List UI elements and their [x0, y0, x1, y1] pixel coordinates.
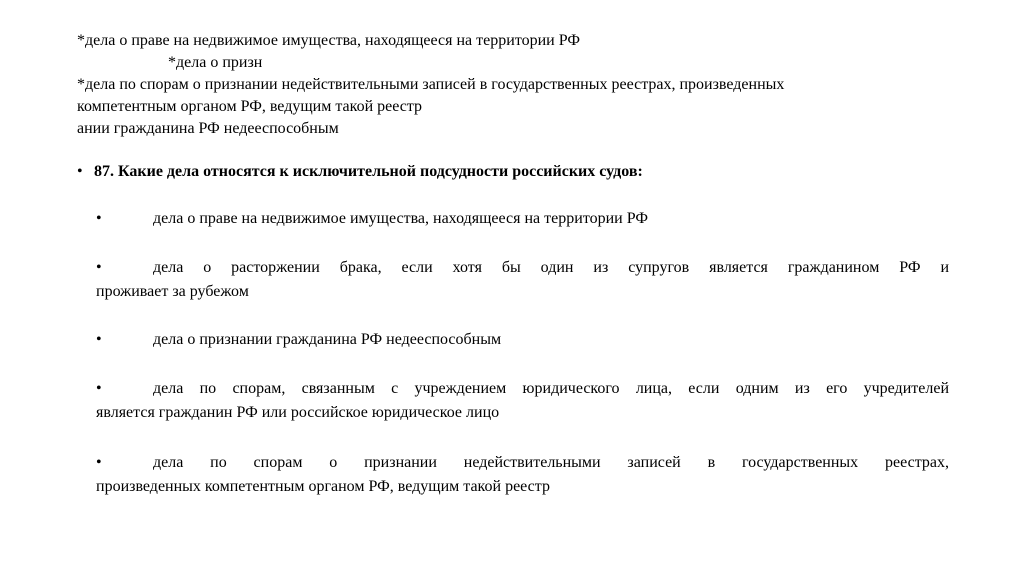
item-bullet: •: [96, 331, 102, 348]
item-bullet: •: [96, 380, 102, 397]
item-text-continuation: проживает за рубежом: [96, 283, 249, 300]
list-item: [96, 256, 949, 304]
top-line-4: компетентным органом РФ, ведущим такой реестр: [77, 98, 423, 115]
top-line-1: *дела о праве на недвижимое имущества, находящееся на территории РФ: [77, 32, 580, 49]
item-text: дела о праве на недвижимое имущества, находящееся на территории РФ: [153, 210, 648, 227]
top-line-3: *дела по спорам о признании недействительными записей в государственных реестрах, произведенных: [77, 76, 785, 93]
list-item: [96, 377, 949, 425]
item-text-continuation: является гражданин РФ или российское юридическое лицо: [96, 404, 500, 421]
list-item: [96, 328, 949, 352]
item-text: дела о признании гражданина РФ недееспособным: [153, 331, 502, 348]
item-bullet: •: [96, 210, 102, 227]
item-text-continuation: произведенных компетентным органом РФ, ведущим такой реестр: [96, 478, 550, 495]
question-heading: 87. Какие дела относятся к исключительной подсудности российских судов:: [94, 163, 643, 180]
item-text: дела о расторжении брака, если хотя бы один из супругов является гражданином РФ и: [153, 259, 949, 276]
list-item: [96, 207, 949, 231]
item-text: дела по спорам о признании недействительными записей в государственных реестрах,: [153, 454, 949, 471]
item-bullet: •: [96, 259, 102, 276]
question-bullet: •: [77, 163, 83, 180]
item-bullet: •: [96, 454, 102, 471]
list-item: [96, 451, 949, 499]
top-line-2: *дела о призн: [168, 54, 263, 71]
top-line-5: ании гражданина РФ недееспособным: [77, 120, 339, 137]
item-text: дела по спорам, связанным с учреждением юридического лица, если одним из его учредителей: [153, 380, 949, 397]
